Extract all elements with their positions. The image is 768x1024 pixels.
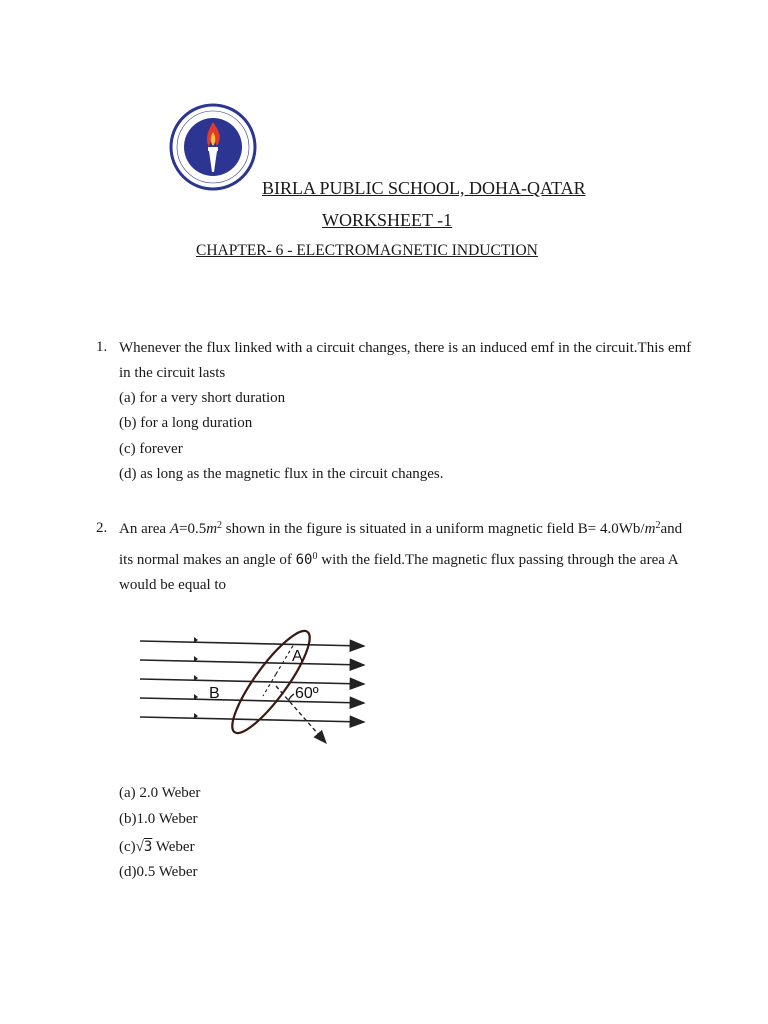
chapter-title: CHAPTER- 6 - ELECTROMAGNETIC INDUCTION bbox=[196, 242, 538, 259]
figure-label-a: A bbox=[292, 648, 303, 665]
question-2-option-c: (c)√3 Weber bbox=[119, 839, 195, 855]
question-2-stem-line2: its normal makes an angle of $60^0$ with the field.The magnetic flux passing through the area A bbox=[119, 551, 679, 568]
question-2-option-a: (a) 2.0 Weber bbox=[119, 785, 201, 801]
magnetic-field-figure bbox=[118, 624, 380, 752]
question-2-number: 2. bbox=[96, 520, 108, 536]
question-2-stem-line3: would be equal to bbox=[119, 577, 227, 593]
school-logo bbox=[168, 102, 258, 192]
question-1-option-b: (b) for a long duration bbox=[119, 415, 253, 431]
question-2-option-b: (b)1.0 Weber bbox=[119, 811, 198, 827]
question-2-option-d: (d)0.5 Weber bbox=[119, 864, 198, 880]
question-1-option-d: (d) as long as the magnetic flux in the circuit changes. bbox=[119, 466, 444, 482]
question-2-stem-line1: An area $A=0.5m^2$ shown in the figure is situated in a uniform magnetic field $B= 4.0Wb/m^2and$ bbox=[119, 520, 683, 537]
figure-label-b: B bbox=[209, 685, 220, 702]
question-1-number: 1. bbox=[96, 339, 108, 355]
question-1-stem-line2: in the circuit lasts bbox=[119, 365, 226, 381]
school-name: BIRLA PUBLIC SCHOOL, DOHA-QATAR bbox=[262, 178, 586, 198]
sqrt-radicand: 3 bbox=[143, 839, 153, 855]
question-1-option-c: (c) forever bbox=[119, 441, 183, 457]
worksheet-title: WORKSHEET -1 bbox=[322, 210, 453, 230]
figure-label-angle: 60º bbox=[295, 685, 319, 702]
question-1-option-a: (a) for a very short duration bbox=[119, 390, 286, 406]
question-1-stem-line1: Whenever the flux linked with a circuit changes, there is an induced emf in the circuit.This emf bbox=[119, 340, 692, 356]
